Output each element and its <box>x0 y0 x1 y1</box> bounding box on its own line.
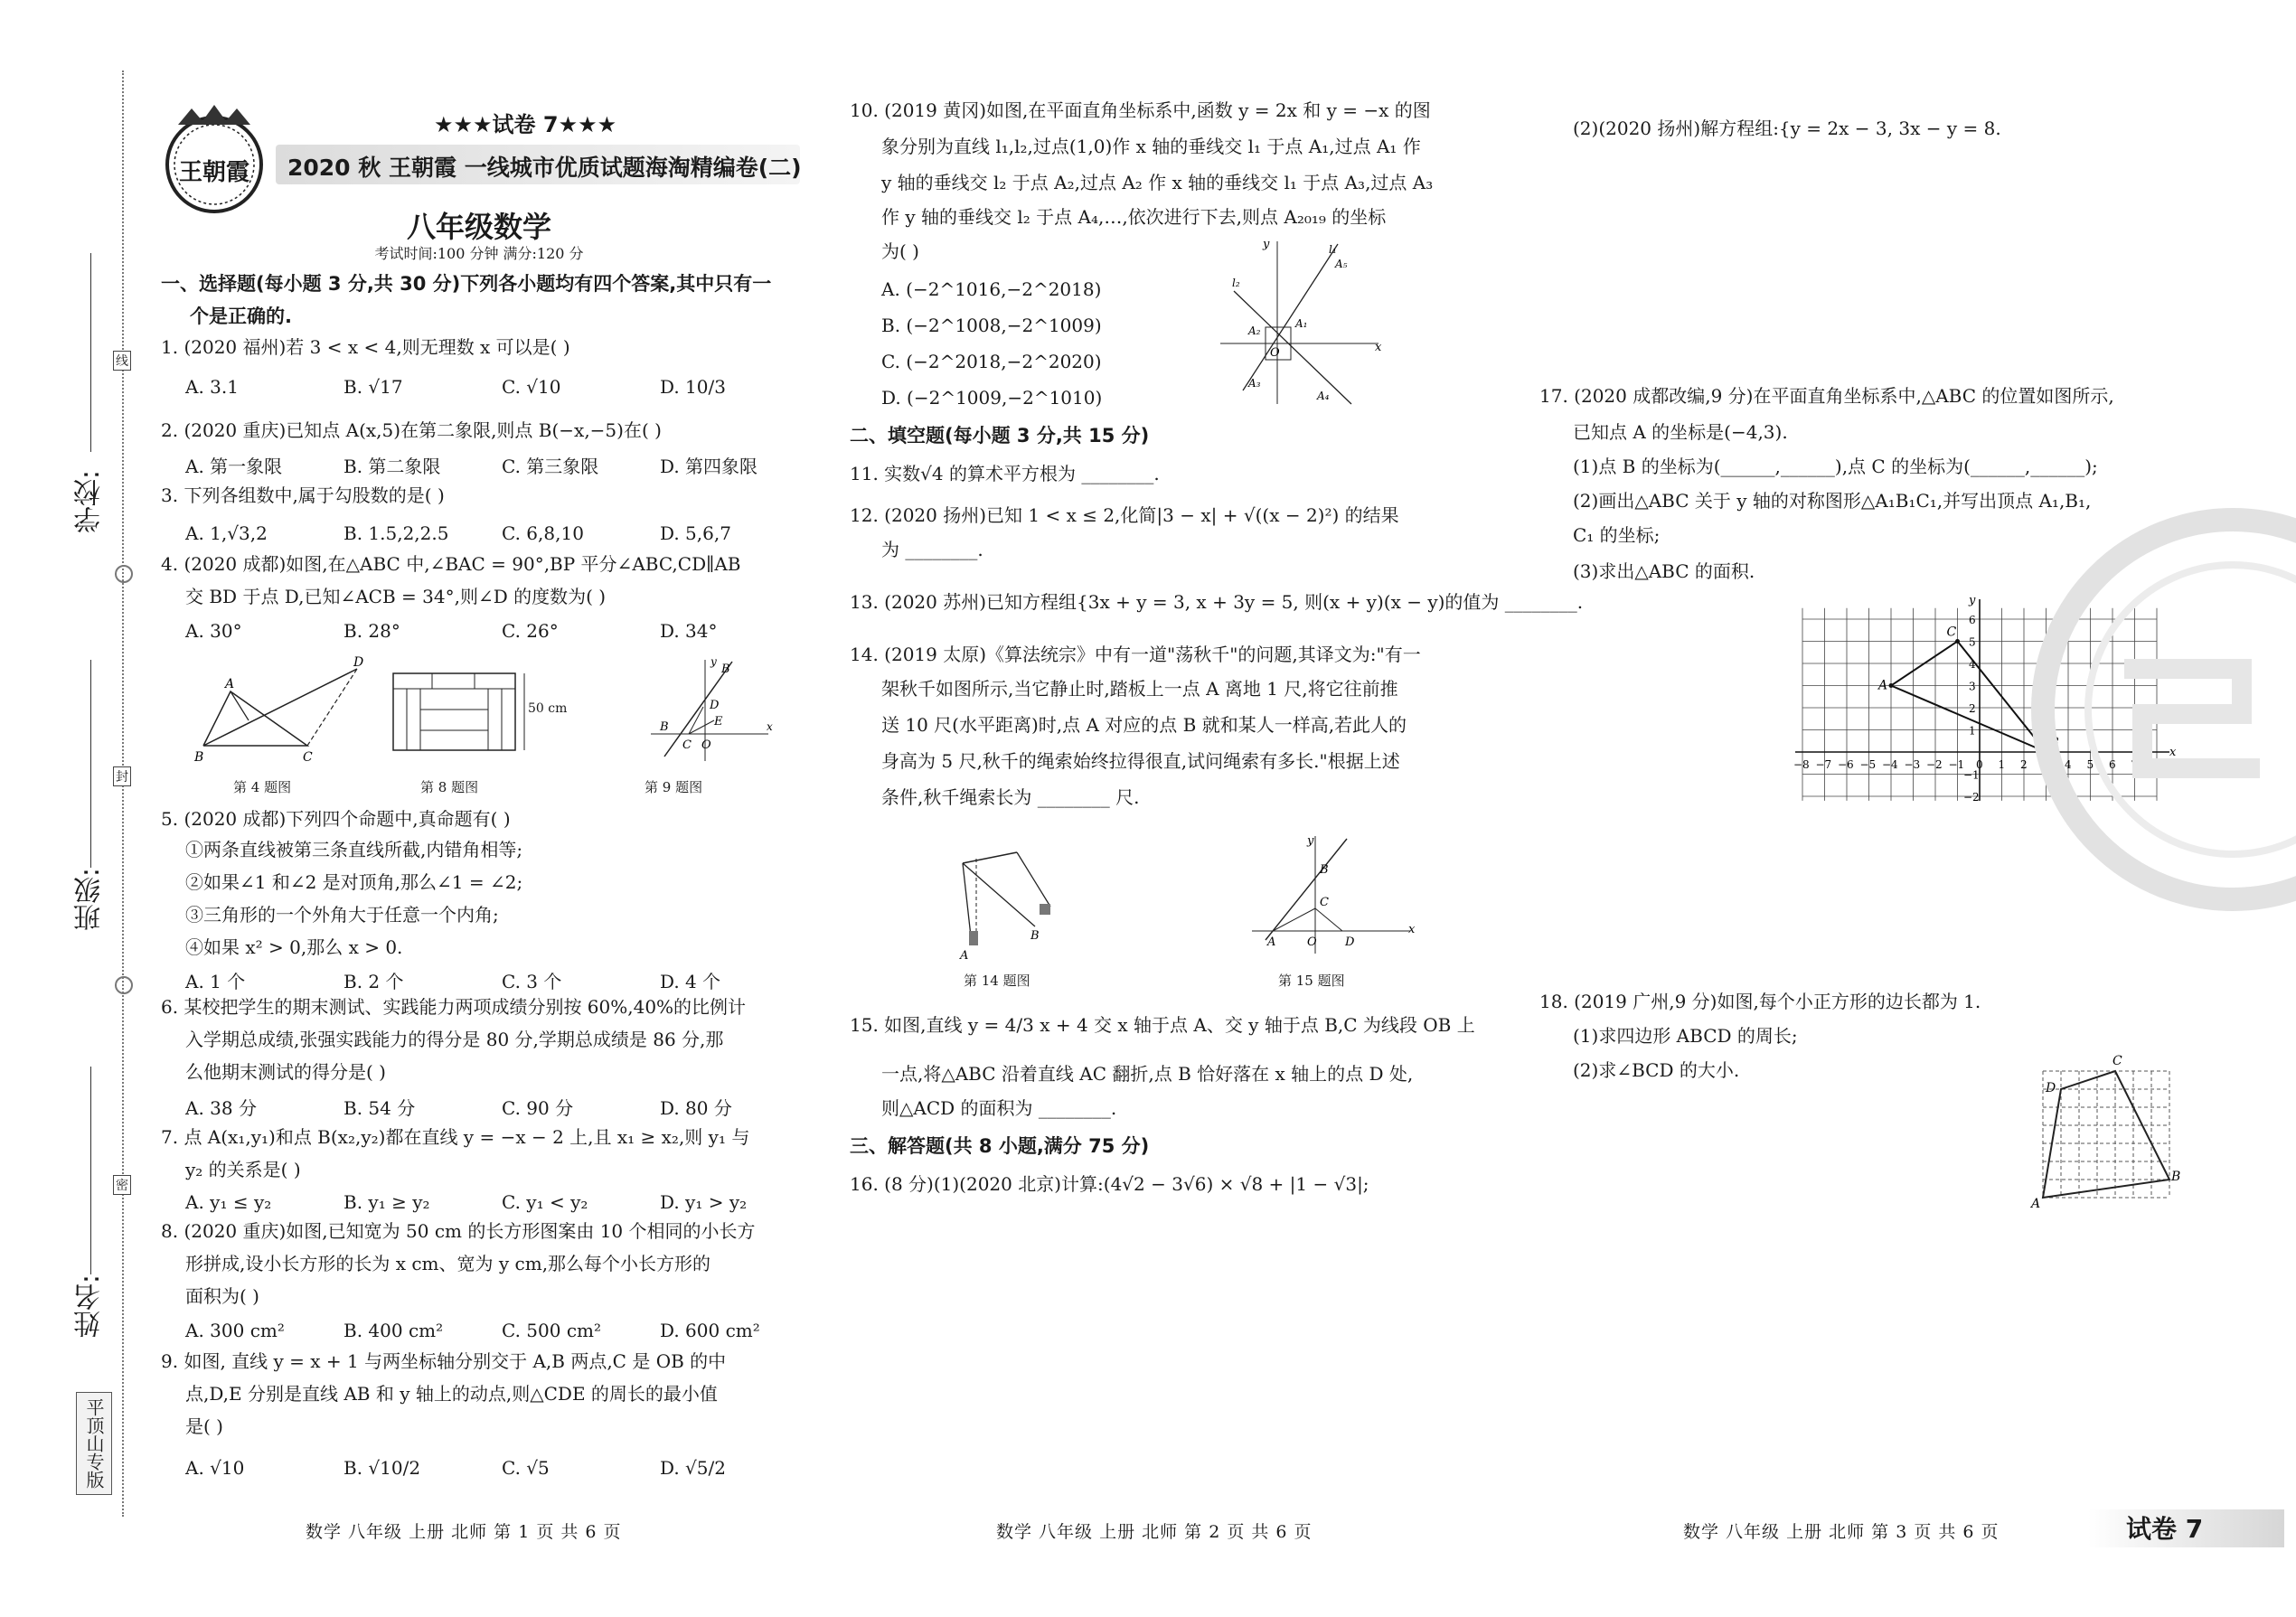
side-rule-3 <box>90 1067 91 1274</box>
binding-hole-icon <box>115 976 133 994</box>
fig9-caption: 第 9 题图 <box>645 779 703 795</box>
question-10-line4: 作 y 轴的垂线交 l₂ 于点 A₄,…,依次进行下去,则点 A₂₀₁₉ 的坐标 <box>881 206 1387 228</box>
question-10-line2: 象分别为直线 l₁,l₂,过点(1,0)作 x 轴的垂线交 l₁ 于点 A₁,过点 A₁ 作 <box>881 136 1421 157</box>
question-17-line6: (3)求出△ABC 的面积. <box>1573 560 1755 582</box>
q5-option-b[interactable]: B. 2 个 <box>343 971 404 992</box>
svg-text:x: x <box>1408 923 1416 936</box>
q7-option-a[interactable]: A. y₁ ≤ y₂ <box>185 1191 272 1213</box>
q5-statement-1: ①两条直线被第三条直线所截,内错角相等; <box>185 839 523 860</box>
q2-option-c[interactable]: C. 第三象限 <box>502 456 599 477</box>
svg-text:B: B <box>721 663 730 676</box>
question-17-line4: (2)画出△ABC 关于 y 轴的对称图形△A₁B₁C₁,并写出顶点 A₁,B₁, <box>1573 490 2092 512</box>
q9-option-c[interactable]: C. √5 <box>502 1457 550 1479</box>
y-tick-label: 2 <box>1969 702 1976 715</box>
school-label: 学校: <box>74 470 106 534</box>
point-c <box>1955 639 1960 644</box>
svg-text:A: A <box>960 949 969 963</box>
footer-page-1: 数学 八年级 上册 北师 第 1 页 共 6 页 <box>306 1522 622 1542</box>
exam-info: 考试时间:100 分钟 满分:120 分 <box>374 245 584 262</box>
svg-text:D: D <box>353 655 364 670</box>
q2-option-a[interactable]: A. 第一象限 <box>185 456 283 477</box>
point-label-c: C <box>1946 625 1957 640</box>
y-tick-label: 1 <box>1969 724 1976 738</box>
footer-page-3: 数学 八年级 上册 北师 第 3 页 共 6 页 <box>1683 1522 2000 1542</box>
q6-option-d[interactable]: D. 80 分 <box>660 1097 732 1119</box>
x-tick-label: −5 <box>1859 758 1877 771</box>
question-11: 11. 实数√4 的算术平方根为 ________. <box>850 463 1160 484</box>
svg-text:C: C <box>682 738 692 752</box>
x-tick-label: −1 <box>1948 758 1965 771</box>
q10-option-c[interactable]: C. (−2^2018,−2^2020) <box>881 351 1102 372</box>
q9-option-d[interactable]: D. √5/2 <box>660 1457 726 1479</box>
q6-option-b[interactable]: B. 54 分 <box>343 1097 416 1119</box>
svg-text:E: E <box>714 715 723 729</box>
x-tick-label: 0 <box>1976 758 1983 771</box>
edition-tag: 平顶山专版 <box>76 1392 112 1495</box>
seal-mark-mi: 密 <box>113 1175 131 1195</box>
x-tick-label: −8 <box>1793 758 1810 771</box>
y-tick-label: −2 <box>1963 791 1980 804</box>
question-8-line2: 形拼成,设小长方形的长为 x cm、宽为 y cm,那么每个小长方形的 <box>185 1253 711 1274</box>
x-axis-label: x <box>2169 746 2177 759</box>
question-9-line3: 是( ) <box>185 1415 223 1437</box>
q10-option-a[interactable]: A. (−2^1016,−2^2018) <box>881 278 1102 300</box>
question-4-line1: 4. (2020 成都)如图,在△ABC 中,∠BAC = 90°,BP 平分∠ABC,CD∥AB <box>161 553 741 575</box>
x-tick-label: 1 <box>1998 758 2006 771</box>
question-17-line2: 已知点 A 的坐标是(−4,3). <box>1573 421 1788 443</box>
watermark-stamp <box>2025 506 2296 913</box>
svg-text:A₃: A₃ <box>1248 377 1261 390</box>
question-15-line1: 15. 如图,直线 y = 4/3 x + 4 交 x 轴于点 A、交 y 轴于点 B,C 为线段 OB 上 <box>850 1014 1475 1036</box>
q2-option-d[interactable]: D. 第四象限 <box>660 456 758 477</box>
name-label: 姓名: <box>74 1274 106 1339</box>
question-18-line3: (2)求∠BCD 的大小. <box>1573 1059 1740 1081</box>
svg-text:B: B <box>194 750 204 765</box>
svg-text:B: B <box>1320 863 1329 877</box>
svg-text:C: C <box>303 750 313 765</box>
svg-text:y: y <box>1307 834 1314 848</box>
seal-mark-feng: 封 <box>113 766 131 786</box>
svg-text:A: A <box>1267 935 1276 949</box>
q5-statement-4: ④如果 x² > 0,那么 x > 0. <box>185 936 403 958</box>
question-9-line1: 9. 如图, 直线 y = x + 1 与两坐标轴分别交于 A,B 两点,C 是 OB 的中 <box>161 1350 727 1372</box>
q5-statement-3: ③三角形的一个外角大于任意一个内角; <box>185 904 499 926</box>
section-2-heading: 二、填空题(每小题 3 分,共 15 分) <box>850 425 1150 447</box>
svg-text:A: A <box>225 677 235 691</box>
section-3-heading: 三、解答题(共 8 小题,满分 75 分) <box>850 1135 1150 1157</box>
fig8-caption: 第 8 题图 <box>420 779 479 795</box>
question-17-line3: (1)点 B 的坐标为(______,______),点 C 的坐标为(______,______); <box>1573 456 2098 477</box>
x-tick-label: −4 <box>1882 758 1898 771</box>
figure-q4 <box>185 655 375 764</box>
svg-text:O: O <box>1270 346 1280 360</box>
svg-text:D: D <box>1345 935 1355 949</box>
x-tick-label: 2 <box>2020 758 2028 771</box>
svg-text:C: C <box>1320 896 1329 909</box>
question-8-line1: 8. (2020 重庆)如图,已知宽为 50 cm 的长方形图案由 10 个相同的小长方 <box>161 1220 756 1242</box>
x-tick-label: −2 <box>1926 758 1943 771</box>
y-tick-label: 4 <box>1969 658 1976 671</box>
question-9-line2: 点,D,E 分别是直线 AB 和 y 轴上的动点,则△CDE 的周长的最小值 <box>185 1383 718 1405</box>
q5-option-a[interactable]: A. 1 个 <box>185 971 246 992</box>
question-13: 13. (2020 苏州)已知方程组{3x + y = 3, x + 3y = 5, 则(x + y)(x − y)的值为 ________. <box>850 591 1584 613</box>
fig15-caption: 第 15 题图 <box>1278 973 1345 989</box>
svg-text:y: y <box>1263 238 1270 251</box>
q4-option-d[interactable]: D. 34° <box>660 620 718 642</box>
question-6-line1: 6. 某校把学生的期末测试、实践能力两项成绩分别按 60%,40%的比例计 <box>161 996 747 1018</box>
x-tick-label: 8 <box>2153 758 2160 771</box>
y-tick-label: −1 <box>1963 768 1980 782</box>
question-15-line3: 则△ACD 的面积为 ________. <box>881 1097 1117 1119</box>
question-7-line2: y₂ 的关系是( ) <box>185 1159 301 1180</box>
q1-option-b[interactable]: B. √17 <box>343 376 403 398</box>
y-tick-label: 5 <box>1969 635 1976 649</box>
svg-text:A: A <box>2031 1197 2041 1211</box>
question-17-line1: 17. (2020 成都改编,9 分)在平面直角坐标系中,△ABC 的位置如图所示, <box>1539 385 2114 407</box>
question-5: 5. (2020 成都)下列四个命题中,真命题有( ) <box>161 808 511 830</box>
q10-option-d[interactable]: D. (−2^1009,−2^1010) <box>881 387 1103 409</box>
page-title: 八年级数学 <box>406 210 551 244</box>
question-3: 3. 下列各组数中,属于勾股数的是( ) <box>161 484 445 506</box>
question-17-line5: C₁ 的坐标; <box>1573 524 1661 546</box>
y-tick-label: 3 <box>1969 680 1976 693</box>
svg-text:D: D <box>2046 1081 2056 1095</box>
svg-text:C: C <box>2113 1054 2122 1068</box>
seal-mark-xian: 线 <box>113 351 131 371</box>
svg-text:B: B <box>2171 1170 2181 1184</box>
question-10-line3: y 轴的垂线交 l₂ 于点 A₂,过点 A₂ 作 x 轴的垂线交 l₁ 于点 A₃,过点 A₃ <box>881 172 1434 193</box>
question-7-line1: 7. 点 A(x₁,y₁)和点 B(x₂,y₂)都在直线 y = −x − 2 上,且 x₁ ≥ x₂,则 y₁ 与 <box>161 1126 750 1148</box>
section-1-heading-cont: 个是正确的. <box>190 306 292 327</box>
series-label: ★★★试卷 7★★★ <box>434 112 617 137</box>
question-12-line1: 12. (2020 扬州)已知 1 < x ≤ 2,化简|3 − x| + √((x − 2)²) 的结果 <box>850 504 1399 526</box>
question-18-line2: (1)求四边形 ABCD 的周长; <box>1573 1025 1798 1047</box>
question-8-line3: 面积为( ) <box>185 1285 259 1307</box>
x-tick-label: −7 <box>1815 758 1832 771</box>
q9-option-b[interactable]: B. √10/2 <box>343 1457 421 1479</box>
svg-text:l₁: l₁ <box>1329 243 1337 256</box>
q2-option-b[interactable]: B. 第二象限 <box>343 456 441 477</box>
q4-option-b[interactable]: B. 28° <box>343 620 400 642</box>
q4-option-a[interactable]: A. 30° <box>185 620 242 642</box>
svg-text:l₂: l₂ <box>1232 277 1240 289</box>
footer-badge: 试卷 7 <box>2126 1514 2204 1544</box>
svg-text:B: B <box>660 720 669 734</box>
point-a <box>1889 683 1894 688</box>
question-10-line5: 为( ) <box>881 240 919 262</box>
q1-option-c[interactable]: C. √10 <box>502 376 561 398</box>
q5-option-c[interactable]: C. 3 个 <box>502 971 562 992</box>
q9-option-a[interactable]: A. √10 <box>185 1457 245 1479</box>
y-axis-label: y <box>1969 593 1976 607</box>
q8-option-d[interactable]: D. 600 cm² <box>660 1320 760 1341</box>
svg-text:A₄: A₄ <box>1317 390 1330 402</box>
figure-q15 <box>1247 832 1419 958</box>
figure-q8 <box>389 669 551 759</box>
svg-text:A₂: A₂ <box>1248 324 1261 337</box>
fig14-caption: 第 14 题图 <box>964 973 1030 989</box>
svg-text:D: D <box>710 699 720 712</box>
figure-q18 <box>2020 1048 2183 1211</box>
q8-option-a[interactable]: A. 300 cm² <box>185 1320 285 1341</box>
question-16-part2: (2)(2020 扬州)解方程组:{y = 2x − 3, 3x − y = 8. <box>1573 118 2001 139</box>
svg-text:A₅: A₅ <box>1335 258 1348 270</box>
q3-option-c[interactable]: C. 6,8,10 <box>502 522 584 544</box>
subtitle: 2020 秋 王朝霞 一线城市优质试题海淘精编卷(二) <box>287 155 802 181</box>
class-label: 班级: <box>74 868 106 932</box>
fig8-width-label: 50 cm <box>528 701 568 716</box>
section-1-heading: 一、选择题(每小题 3 分,共 30 分)下列各小题均有四个答案,其中只有一 <box>161 273 772 295</box>
question-6-line2: 入学期总成绩,张强实践能力的得分是 80 分,学期总成绩是 86 分,那 <box>185 1029 724 1050</box>
question-1: 1. (2020 福州)若 3 < x < 4,则无理数 x 可以是( ) <box>161 336 570 358</box>
q1-option-a[interactable]: A. 3.1 <box>185 376 239 398</box>
logo <box>155 99 273 221</box>
y-tick-label: 6 <box>1969 614 1976 626</box>
side-rule-2 <box>90 660 91 868</box>
x-tick-label: 7 <box>2131 758 2139 771</box>
question-4-line2: 交 BD 于点 D,已知∠ACB = 34°,则∠D 的度数为( ) <box>185 586 607 607</box>
figure-q14 <box>949 845 1067 963</box>
figure-q9 <box>633 653 777 766</box>
q7-option-d[interactable]: D. y₁ > y₂ <box>660 1191 748 1213</box>
x-tick-label: 3 <box>2042 758 2050 771</box>
question-6-line3: 么他期末测试的得分是( ) <box>185 1061 386 1083</box>
figure-q10 <box>1216 237 1388 409</box>
q8-option-c[interactable]: C. 500 cm² <box>502 1320 602 1341</box>
question-10-line1: 10. (2019 黄冈)如图,在平面直角坐标系中,函数 y = 2x 和 y = −x 的图 <box>850 99 1431 121</box>
svg-text:x: x <box>767 720 773 733</box>
question-12-line2: 为 ________. <box>881 539 983 560</box>
q1-option-d[interactable]: D. 10/3 <box>660 376 726 398</box>
binding-hole-icon <box>115 565 133 583</box>
question-14-line1: 14. (2019 太原)《算法统宗》中有一道"荡秋千"的问题,其译文为:"有一 <box>850 644 1421 665</box>
question-14-line3: 送 10 尺(水平距离)时,点 A 对应的点 B 就和某人一样高,若此人的 <box>881 714 1407 736</box>
x-tick-label: 6 <box>2109 758 2116 771</box>
q6-option-c[interactable]: C. 90 分 <box>502 1097 574 1119</box>
q4-option-c[interactable]: C. 26° <box>502 620 559 642</box>
question-18-line1: 18. (2019 广州,9 分)如图,每个小正方形的边长都为 1. <box>1539 991 1981 1012</box>
q8-option-b[interactable]: B. 400 cm² <box>343 1320 444 1341</box>
x-tick-label: 5 <box>2086 758 2094 771</box>
question-15-line2: 一点,将△ABC 沿着直线 AC 翻折,点 B 恰好落在 x 轴上的点 D 处, <box>881 1063 1414 1085</box>
footer-page-2: 数学 八年级 上册 北师 第 2 页 共 6 页 <box>996 1522 1313 1542</box>
svg-text:y: y <box>710 655 717 668</box>
side-rule-1 <box>90 253 91 452</box>
fig4-caption: 第 4 题图 <box>233 779 292 795</box>
q10-option-b[interactable]: B. (−2^1008,−2^1009) <box>881 315 1102 336</box>
x-tick-label: 4 <box>2065 758 2072 771</box>
q5-option-d[interactable]: D. 4 个 <box>660 971 721 992</box>
question-14-line5: 条件,秋千绳索长为 ________ 尺. <box>881 786 1140 808</box>
x-tick-label: −6 <box>1838 758 1854 771</box>
svg-text:O: O <box>701 738 711 752</box>
logo-text: 王朝霞 <box>178 159 249 186</box>
q3-option-d[interactable]: D. 5,6,7 <box>660 522 731 544</box>
q3-option-b[interactable]: B. 1.5,2,2.5 <box>343 522 449 544</box>
question-2: 2. (2020 重庆)已知点 A(x,5)在第二象限,则点 B(−x,−5)在( ) <box>161 419 662 441</box>
point-label-a: A <box>1878 678 1888 693</box>
q5-statement-2: ②如果∠1 和∠2 是对顶角,那么∠1 = ∠2; <box>185 871 523 893</box>
x-tick-label: −3 <box>1904 758 1921 771</box>
svg-text:B: B <box>1030 929 1040 943</box>
question-16: 16. (8 分)(1)(2020 北京)计算:(4√2 − 3√6) × √8 + |1 − √3|; <box>850 1173 1369 1195</box>
q7-option-b[interactable]: B. y₁ ≥ y₂ <box>343 1191 430 1213</box>
question-14-line2: 架秋千如图所示,当它静止时,踏板上一点 A 离地 1 尺,将它往前推 <box>881 678 1398 700</box>
point-label-b: B <box>2049 736 2059 750</box>
binding-line <box>122 71 124 1517</box>
q6-option-a[interactable]: A. 38 分 <box>185 1097 257 1119</box>
svg-text:x: x <box>1375 341 1382 354</box>
question-14-line4: 身高为 5 尺,秋千的绳索始终拉得很直,试问绳索有多长."根据上述 <box>881 750 1400 772</box>
q7-option-c[interactable]: C. y₁ < y₂ <box>502 1191 588 1213</box>
svg-text:A₁: A₁ <box>1295 317 1308 330</box>
q3-option-a[interactable]: A. 1,√3,2 <box>185 522 268 544</box>
svg-text:O: O <box>1307 935 1317 949</box>
